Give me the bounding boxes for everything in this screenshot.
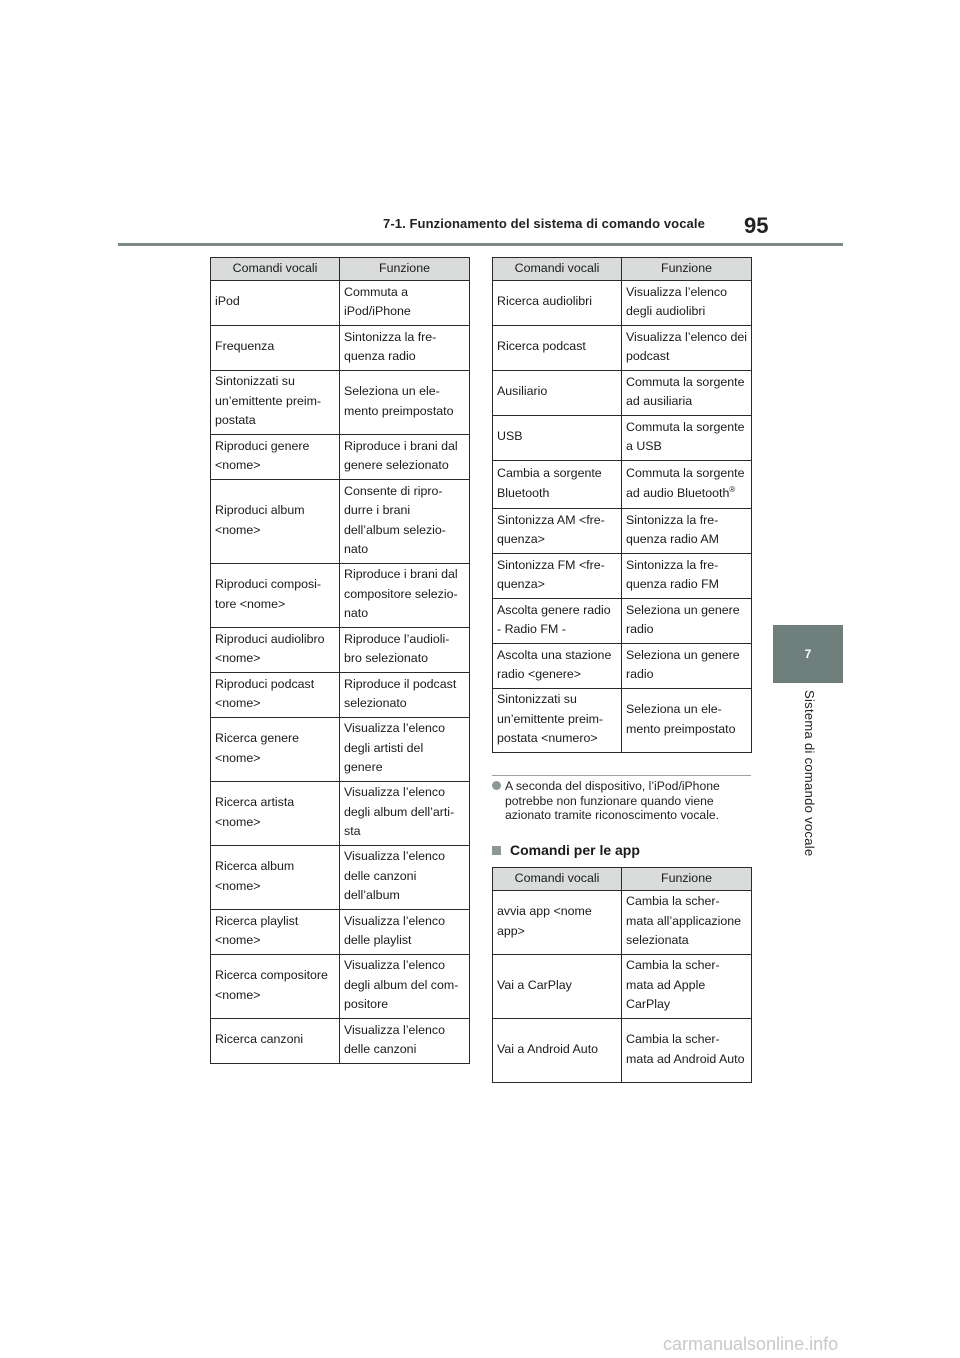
voice-command-cell: Ricerca album <nome> — [211, 846, 340, 910]
function-cell — [340, 326, 470, 371]
table-row — [493, 599, 752, 644]
table-header-row — [493, 868, 752, 891]
note — [492, 779, 752, 823]
registered-mark: ® — [729, 484, 736, 494]
header-voice-commands: Comandi vocali — [493, 868, 622, 891]
function-cell — [622, 326, 752, 371]
function-cell — [622, 891, 752, 955]
voice-command-cell: Cambia a sorgente Bluetooth — [493, 461, 622, 509]
function-cell — [622, 955, 752, 1019]
voice-command-cell: Sintonizza FM <fre-quenza> — [493, 554, 622, 599]
table-row — [211, 281, 470, 326]
table-row — [211, 846, 470, 910]
function-text: Commuta la sorgente a USB — [626, 419, 745, 453]
function-cell — [622, 371, 752, 416]
table-row — [493, 281, 752, 326]
table-row — [493, 554, 752, 599]
table-row — [211, 628, 470, 673]
voice-commands-table-left — [210, 257, 470, 1064]
function-text: Riproduce i brani dal compositore selezio-nato — [344, 567, 458, 621]
function-cell — [622, 599, 752, 644]
header-voice-commands: Comandi vocali — [211, 258, 340, 281]
section-heading-text: Comandi per le app — [510, 842, 640, 858]
function-cell — [340, 955, 470, 1019]
function-cell — [340, 673, 470, 718]
voice-command-cell: Ricerca canzoni — [211, 1019, 340, 1064]
voice-command-cell: Riproduci audiolibro <nome> — [211, 628, 340, 673]
function-text: Consente di ripro-durre i brani dell’album selezio-nato — [344, 483, 446, 556]
table-row — [493, 1019, 752, 1083]
table-header-row — [211, 258, 470, 281]
table-row — [493, 955, 752, 1019]
voice-command-cell: Ricerca playlist <nome> — [211, 910, 340, 955]
voice-command-cell: Sintonizzati su un’emittente preim-postata — [211, 371, 340, 435]
table-row — [211, 673, 470, 718]
function-text: Sintonizza la fre-quenza radio AM — [626, 512, 719, 546]
function-text: Seleziona un genere radio — [626, 602, 740, 636]
voice-command-cell: Riproduci composi-tore <nome> — [211, 564, 340, 628]
function-text: Seleziona un ele-mento preimpostato — [626, 702, 736, 736]
table-row — [493, 416, 752, 461]
app-commands-table — [492, 867, 752, 1083]
table-row — [211, 480, 470, 564]
voice-command-cell: Ricerca artista <nome> — [211, 782, 340, 846]
function-text: Sintonizza la fre-quenza radio — [344, 329, 437, 363]
header-voice-commands: Comandi vocali — [493, 258, 622, 281]
voice-command-cell: Riproduci podcast <nome> — [211, 673, 340, 718]
voice-command-cell: Riproduci album <nome> — [211, 480, 340, 564]
function-cell — [622, 281, 752, 326]
voice-command-cell: Ricerca genere <nome> — [211, 718, 340, 782]
table-row — [211, 910, 470, 955]
function-text: Visualizza l’elenco dei podcast — [626, 329, 747, 363]
function-text: Riproduce l’audioli-bro selezionato — [344, 631, 450, 665]
voice-command-cell: USB — [493, 416, 622, 461]
bullet-icon — [492, 781, 501, 790]
table-row — [493, 371, 752, 416]
function-cell — [622, 689, 752, 753]
voice-command-cell: Vai a Android Auto — [493, 1019, 622, 1083]
chapter-side-label: Sistema di comando vocale — [802, 690, 817, 857]
voice-command-cell: Ricerca compositore <nome> — [211, 955, 340, 1019]
table-row — [211, 371, 470, 435]
table-row — [211, 564, 470, 628]
function-text: Seleziona un ele-mento preimpostato — [344, 384, 454, 418]
function-cell — [340, 281, 470, 326]
note-divider — [492, 775, 751, 776]
header-function: Funzione — [340, 258, 470, 281]
voice-command-cell: Ausiliario — [493, 371, 622, 416]
function-cell — [622, 416, 752, 461]
function-text: Commuta a iPod/iPhone — [344, 284, 411, 318]
section-heading — [492, 842, 640, 858]
table-header-row — [493, 258, 752, 281]
header-divider — [118, 243, 843, 246]
function-text: Visualizza l’elenco degli album del com-positore — [344, 958, 459, 1012]
header-function: Funzione — [622, 868, 752, 891]
function-text: Visualizza l’elenco degli artisti del genere — [344, 721, 446, 775]
function-text: Commuta la sorgente ad audio Bluetooth — [626, 466, 745, 500]
function-cell — [622, 461, 752, 509]
function-text: Commuta la sorgente ad ausiliaria — [626, 374, 745, 408]
voice-command-cell: avvia app <nome app> — [493, 891, 622, 955]
function-text: Riproduce i brani dal genere selezionato — [344, 438, 458, 472]
function-cell — [622, 509, 752, 554]
voice-command-cell: Ascolta genere radio - Radio FM - — [493, 599, 622, 644]
voice-command-cell: Sintonizzati su un’emittente preim-postata <numero> — [493, 689, 622, 753]
table-row — [493, 509, 752, 554]
voice-command-cell: Sintonizza AM <fre-quenza> — [493, 509, 622, 554]
function-cell — [340, 564, 470, 628]
table-row — [211, 435, 470, 480]
function-text: Sintonizza la fre-quenza radio FM — [626, 557, 719, 591]
function-text: Cambia la scher-mata ad Android Auto — [626, 1032, 745, 1066]
function-cell — [340, 435, 470, 480]
function-cell — [340, 910, 470, 955]
note-text: A seconda del dispositivo, l’iPod/iPhone potrebbe non funzionare quando viene azionato tramite riconoscimento vocale. — [505, 779, 720, 822]
watermark: carmanualsonline.info — [663, 1334, 839, 1354]
chapter-number: 7 — [804, 647, 812, 661]
table-row — [211, 718, 470, 782]
table-row — [493, 891, 752, 955]
square-bullet-icon — [492, 846, 501, 855]
function-text: Visualizza l’elenco delle playlist — [344, 913, 446, 947]
function-cell — [340, 628, 470, 673]
table-row — [211, 782, 470, 846]
function-text: Seleziona un genere radio — [626, 647, 740, 681]
function-text: Visualizza l’elenco delle canzoni — [344, 1022, 446, 1056]
function-text: Riproduce il podcast selezionato — [344, 676, 457, 710]
voice-command-cell: Ricerca audiolibri — [493, 281, 622, 326]
table-row — [211, 326, 470, 371]
function-cell — [622, 1019, 752, 1083]
function-cell — [340, 782, 470, 846]
function-text: Visualizza l’elenco degli audiolibri — [626, 284, 728, 318]
function-cell — [340, 480, 470, 564]
function-text: Visualizza l’elenco delle canzoni dell’album — [344, 849, 446, 903]
function-cell — [340, 1019, 470, 1064]
page-header-title: 7-1. Funzionamento del sistema di comando vocale — [383, 216, 705, 231]
function-cell — [622, 644, 752, 689]
function-text: Cambia la scher-mata all’applicazione selezionata — [626, 894, 742, 948]
function-text: Visualizza l’elenco degli album dell’arti-sta — [344, 785, 455, 839]
voice-commands-table-right — [492, 257, 752, 753]
function-cell — [340, 718, 470, 782]
voice-command-cell: Ricerca podcast — [493, 326, 622, 371]
table-row — [493, 644, 752, 689]
voice-command-cell: Riproduci genere <nome> — [211, 435, 340, 480]
function-cell — [340, 846, 470, 910]
function-text: Cambia la scher-mata ad Apple CarPlay — [626, 958, 720, 1012]
page-number: 95 — [744, 213, 769, 238]
voice-command-cell: Ascolta una stazione radio <genere> — [493, 644, 622, 689]
table-row — [211, 955, 470, 1019]
voice-command-cell: Vai a CarPlay — [493, 955, 622, 1019]
function-cell — [622, 554, 752, 599]
table-row — [493, 326, 752, 371]
table-row — [211, 1019, 470, 1064]
chapter-tab — [773, 625, 843, 683]
table-row — [493, 461, 752, 509]
function-cell — [340, 371, 470, 435]
voice-command-cell: iPod — [211, 281, 340, 326]
table-row — [493, 689, 752, 753]
header-function: Funzione — [622, 258, 752, 281]
voice-command-cell: Frequenza — [211, 326, 340, 371]
